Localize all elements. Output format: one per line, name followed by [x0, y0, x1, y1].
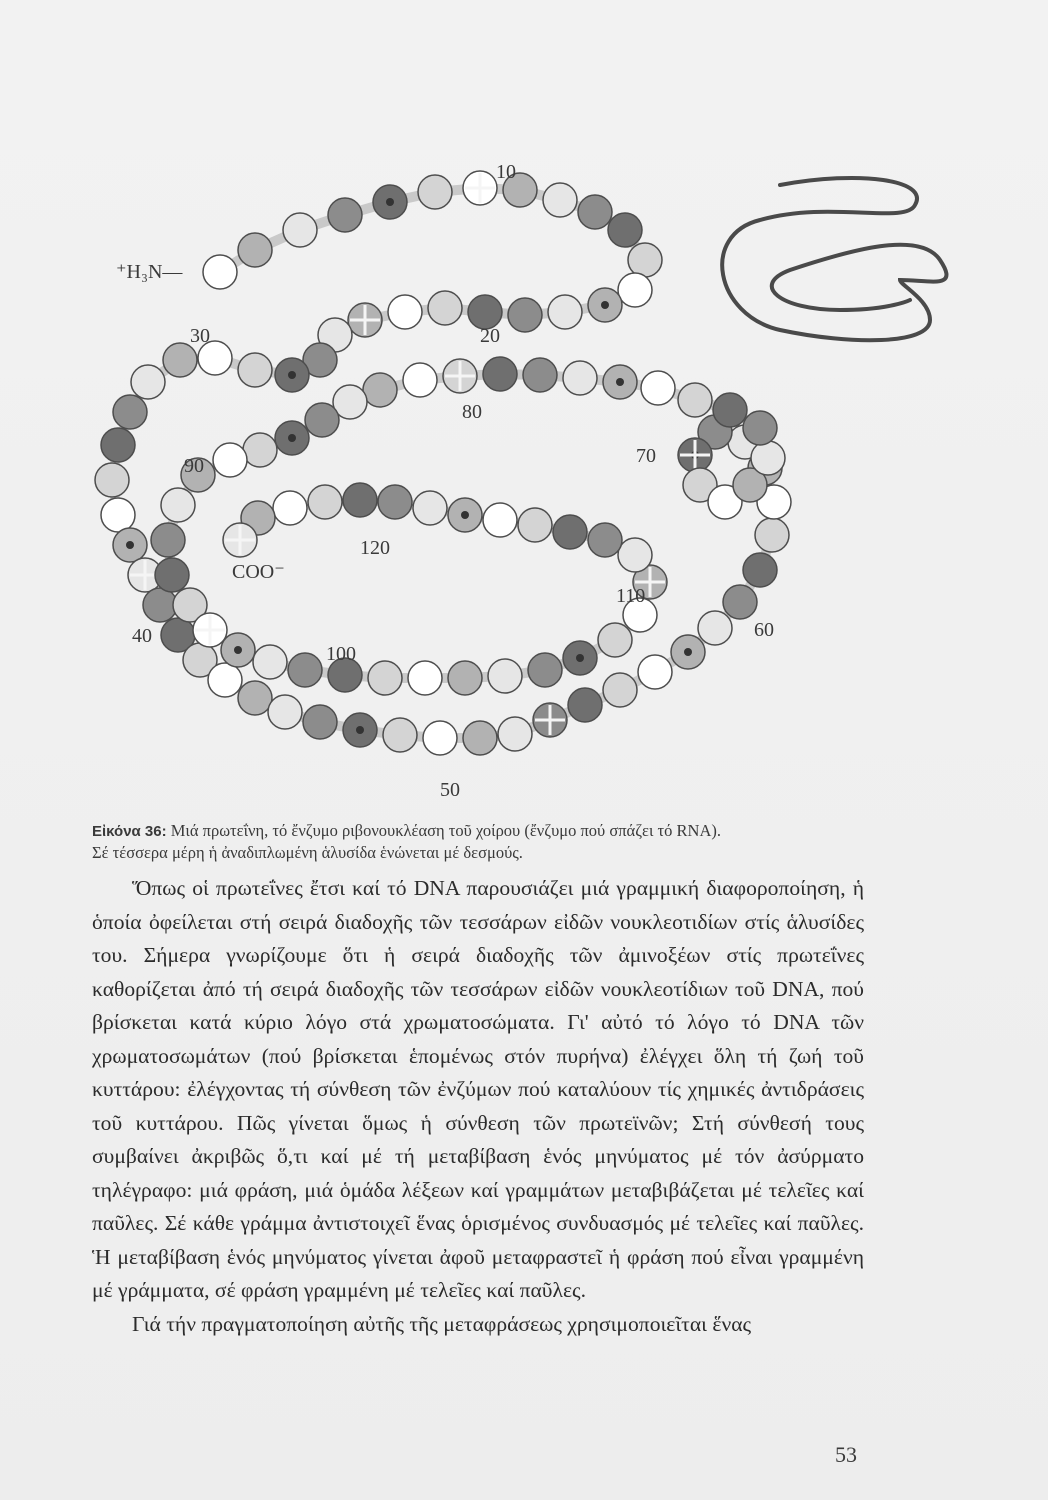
- amino-acid-bead: [238, 681, 272, 715]
- amino-acid-bead: [113, 395, 147, 429]
- bead-dot: [288, 434, 296, 442]
- n-terminus-label: ⁺H₃N—: [116, 261, 183, 283]
- amino-acid-bead: [163, 343, 197, 377]
- amino-acid-bead: [303, 705, 337, 739]
- amino-acid-bead: [518, 508, 552, 542]
- residue-label-80: 80: [462, 401, 482, 423]
- amino-acid-bead: [203, 255, 237, 289]
- amino-acid-bead: [563, 361, 597, 395]
- amino-acid-bead: [568, 688, 602, 722]
- residue-label-30: 30: [190, 325, 210, 347]
- page-number: 53: [835, 1442, 857, 1467]
- amino-acid-bead: [488, 659, 522, 693]
- bead-dot: [616, 378, 624, 386]
- c-terminus-label: COO⁻: [232, 561, 285, 583]
- caption-line-1: Μιά πρωτεΐνη, τό ἔνζυμο ριβονουκλέαση τοῦ χοίρου (ἔνζυμο πού σπάζει τό RNA).: [166, 821, 721, 840]
- residue-label-50: 50: [440, 779, 460, 801]
- figure-caption: [92, 820, 912, 863]
- caption-label: Εἰκόνα 36:: [92, 823, 167, 840]
- amino-acid-bead: [403, 363, 437, 397]
- amino-acid-bead: [238, 233, 272, 267]
- bead-dot: [576, 654, 584, 662]
- amino-acid-bead: [273, 491, 307, 525]
- amino-acid-bead: [243, 433, 277, 467]
- amino-acid-bead: [155, 558, 189, 592]
- amino-acid-bead: [378, 485, 412, 519]
- bead-dot: [386, 198, 394, 206]
- chain-outline-icon: [722, 178, 946, 340]
- bead-dot: [684, 648, 692, 656]
- bead-dot: [461, 511, 469, 519]
- amino-acid-bead: [268, 695, 302, 729]
- amino-acid-bead: [755, 518, 789, 552]
- amino-acid-bead: [253, 645, 287, 679]
- amino-acid-bead: [603, 673, 637, 707]
- amino-acid-bead: [608, 213, 642, 247]
- amino-acid-bead: [343, 483, 377, 517]
- amino-acid-bead: [308, 485, 342, 519]
- amino-acid-bead: [483, 503, 517, 537]
- amino-acid-bead: [543, 183, 577, 217]
- amino-acid-bead: [723, 585, 757, 619]
- paragraph-2: Γιά τήν πραγματοποίηση αὐτῆς τῆς μεταφράσεως χρησιμοποιεῖται ἕνας: [132, 1311, 752, 1336]
- protein-chain-diagram: [60, 150, 990, 810]
- bead-dot: [126, 541, 134, 549]
- amino-acid-bead: [413, 491, 447, 525]
- residue-label-10: 10: [496, 161, 516, 183]
- residue-label-70: 70: [636, 445, 656, 467]
- amino-acid-bead: [528, 653, 562, 687]
- amino-acid-bead: [508, 298, 542, 332]
- residue-label-90: 90: [184, 455, 204, 477]
- amino-acid-bead: [101, 498, 135, 532]
- amino-acid-bead: [743, 553, 777, 587]
- bead-dot: [234, 646, 242, 654]
- bead-dot: [601, 301, 609, 309]
- amino-acid-bead: [143, 588, 177, 622]
- amino-acid-bead: [408, 661, 442, 695]
- amino-acid-bead: [101, 428, 135, 462]
- amino-acid-bead: [328, 198, 362, 232]
- residue-label-110: 110: [616, 585, 646, 607]
- body-text: [92, 872, 864, 1341]
- amino-acid-bead: [463, 721, 497, 755]
- amino-acid-bead: [151, 523, 185, 557]
- amino-acid-bead: [288, 653, 322, 687]
- amino-acid-bead: [751, 441, 785, 475]
- amino-acid-bead: [588, 523, 622, 557]
- amino-acid-bead: [468, 295, 502, 329]
- bead-dot: [356, 726, 364, 734]
- residue-label-20: 20: [480, 325, 500, 347]
- amino-acid-bead: [638, 655, 672, 689]
- amino-acid-bead: [368, 661, 402, 695]
- residue-label-40: 40: [132, 625, 152, 647]
- amino-acid-bead: [483, 357, 517, 391]
- amino-acid-bead: [698, 611, 732, 645]
- amino-acid-bead: [238, 353, 272, 387]
- amino-acid-bead: [743, 411, 777, 445]
- amino-acid-bead: [428, 291, 462, 325]
- amino-acid-bead: [131, 365, 165, 399]
- amino-acid-bead: [363, 373, 397, 407]
- amino-acid-bead: [618, 273, 652, 307]
- paragraph-1: Ὅπως οἱ πρωτεΐνες ἔτσι καί τό DNA παρουσιάζει μιά γραμμική διαφοροποίηση, ἡ ὁποία ὀφείλεται στή σειρά διαδοχῆς τῶν τεσσάρων εἰδῶν νουκλεοτιδίων στίς ἁλυσίδες του. Σήμερα γνωρίζουμε ὅτι ἡ σειρά διαδοχῆς τῶν ἀμινοξέων στίς πρωτεΐνες καθορίζεται ἀπό τή σειρά διαδοχῆς τῶν τεσσάρων εἰδῶν νουκλεοτίδιων τοῦ DNA, πού βρίσκεται κατά κύριο λόγο στά χρωματοσώματα. Γι' αὐτό τό λόγο τό DNA τῶν χρωματοσωμάτων (πού βρίσκεται ἑπομένως στόν πυρήνα) ἐλέγχει ὅλη τή ζωή τοῦ κυττάρου: ἐλέγχοντας τή σύνθεση τῶν ἐνζύμων πού καταλύουν τίς χημικές ἀντιδράσεις τοῦ κυττάρου. Πῶς γίνεται ὅμως ἡ σύνθεση τῶν πρωτεϊνῶν; Στή σύνθεσή τους συμβαίνει ἀκριβῶς ὅ,τι καί μέ τή μεταβίβαση ἑνός μηνύματος μέ τόν ἀσύρματο τηλέγραφο: μιά φράση, μιά ὁμάδα λέξεων καί γραμμάτων μεταβιβάζεται μέ τελεῖες καί παῦλες. Σέ κάθε γράμμα ἀντιστοιχεῖ ἕνας ὁρισμένος συνδυασμός μέ τελεῖες καί παῦλες. Ἡ μεταβίβαση ἑνός μηνύματος γίνεται ἀφοῦ μεταφραστεῖ ἡ φράση πού εἶναι γραμμένη μέ γράμματα, σέ φράση γραμμένη μέ τελεῖες καί παῦλες.: [92, 876, 864, 1302]
- amino-acid-bead: [383, 718, 417, 752]
- ribonuclease-figure: [60, 150, 990, 810]
- caption-line-2: Σέ τέσσερα μέρη ἡ ἀναδιπλωμένη ἁλυσίδα ἑνώνεται μέ δεσμούς.: [92, 843, 523, 862]
- amino-acid-bead: [628, 243, 662, 277]
- residue-label-100: 100: [326, 643, 356, 665]
- amino-acid-bead: [578, 195, 612, 229]
- amino-acid-bead: [388, 295, 422, 329]
- residue-label-60: 60: [754, 619, 774, 641]
- amino-acid-bead: [498, 717, 532, 751]
- amino-acid-bead: [523, 358, 557, 392]
- bead-dot: [288, 371, 296, 379]
- amino-acid-bead: [618, 538, 652, 572]
- amino-acid-bead: [423, 721, 457, 755]
- amino-acid-bead: [213, 443, 247, 477]
- amino-acid-bead: [161, 488, 195, 522]
- amino-acid-bead: [448, 661, 482, 695]
- amino-acid-bead: [713, 393, 747, 427]
- amino-acid-bead: [548, 295, 582, 329]
- amino-acid-bead: [305, 403, 339, 437]
- amino-acid-bead: [95, 463, 129, 497]
- amino-acid-bead: [418, 175, 452, 209]
- amino-acid-bead: [553, 515, 587, 549]
- amino-acid-bead: [641, 371, 675, 405]
- residue-label-120: 120: [360, 537, 390, 559]
- amino-acid-bead: [208, 663, 242, 697]
- amino-acid-bead: [678, 383, 712, 417]
- amino-acid-bead: [598, 623, 632, 657]
- amino-acid-bead: [283, 213, 317, 247]
